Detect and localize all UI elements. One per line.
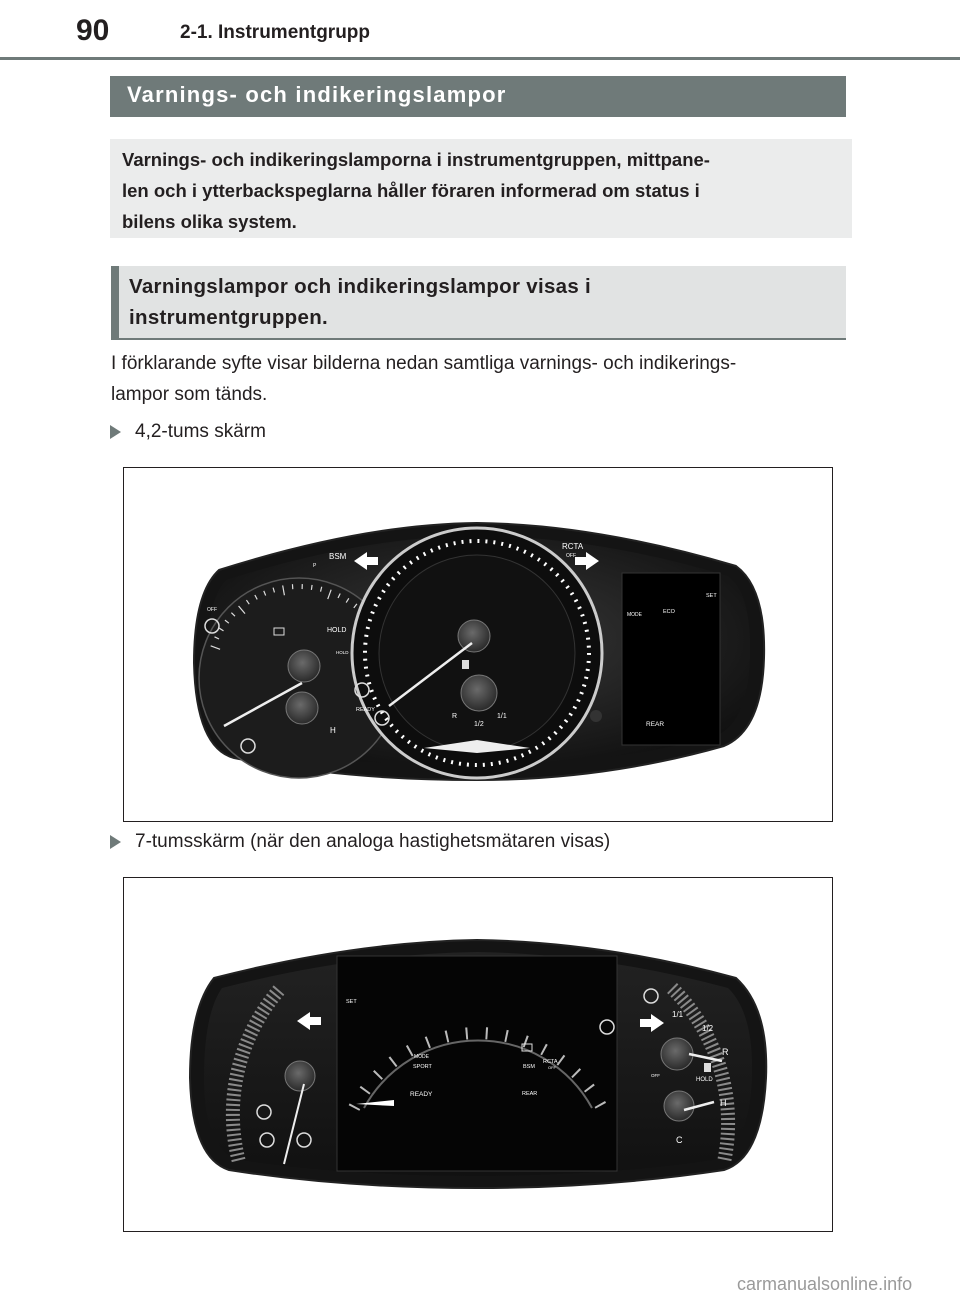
mode-label: MODE [414,1054,429,1060]
off-label: OFF [207,607,217,613]
fuel-full-label: 1/1 [497,713,507,720]
fuel-full-label: 1/1 [672,1010,684,1019]
bullet-42-inch [110,421,266,443]
rcta-label: RCTA [543,1059,558,1065]
left-gauge-knob [288,650,320,682]
sub-heading-line: Varningslampor och indikeringslampor visas i [129,275,592,298]
figure-cluster-7 [123,877,833,1232]
cluster-42-illustration [124,468,831,820]
gauge-tick [311,585,312,590]
hold-label: HOLD [327,627,347,634]
eco-label: ECO [663,609,675,615]
left-gauge-knob-lower [286,692,318,724]
sub-heading [111,266,846,340]
bullet-triangle-icon [110,425,121,439]
intro-line: Varnings- och indikeringslamporna i instrumentgruppen, mittpane- [122,149,710,170]
sport-label: SPORT [413,1064,432,1070]
intro-box [110,139,852,238]
mode-label: MODE [627,612,642,618]
center-display [337,956,617,1171]
figure-cluster-42 [123,467,833,822]
rear-label: REAR [646,721,665,728]
set-label: SET [346,999,357,1005]
sub-heading-line: instrumentgruppen. [129,306,329,329]
rcta-label: RCTA [562,542,584,551]
fuel-icon [704,1063,711,1072]
r-label: R [452,713,458,720]
fuel-half-label: 1/2 [702,1024,714,1033]
bsm-label: BSM [329,552,347,561]
body-line: lampor som tänds. [111,384,268,405]
watermark: carmanualsonline.info [737,1274,913,1294]
hold-label: HOLD [696,1077,713,1083]
cluster-7-illustration [124,878,831,1230]
off-label: OFF [651,1073,660,1078]
intro-line: len och i ytterbackspeglarna håller föraren informerad om status i [122,180,700,201]
rear-label: REAR [522,1091,538,1097]
bsm-label: BSM [523,1064,535,1070]
fuel-half-label: 1/2 [474,721,484,728]
body-text [111,348,851,410]
p-label: P [313,563,317,569]
rcta-off-label: OFF [548,1065,556,1070]
body-line: I förklarande syfte visar bilderna nedan samtliga varnings- och indikerings- [111,353,737,374]
page-number: 90 [76,14,110,47]
ready-label: READY [410,1091,433,1098]
bullet-text: 4,2-tums skärm [135,421,266,442]
bullet-triangle-icon [110,835,121,849]
bullet-text: 7-tumsskärm (när den analoga hastighetsmätaren visas) [135,831,611,852]
hold-small-label: HOLD [336,650,349,655]
fuel-icon [462,660,469,669]
rcta-off-label: OFF [566,553,576,559]
h-label: H [720,1098,727,1108]
header-rule [0,57,960,60]
set-label: SET [706,593,717,599]
chapter-title: 2-1. Instrumentgrupp [180,22,371,43]
bullet-7-inch [110,831,610,853]
intro-line: bilens olika system. [122,211,297,232]
ready-label: READY [356,707,375,713]
section-title: Varnings- och indikeringslampor [110,76,846,117]
r-label: R [722,1047,729,1057]
c-label: C [676,1135,683,1145]
h-label: H [330,726,336,735]
